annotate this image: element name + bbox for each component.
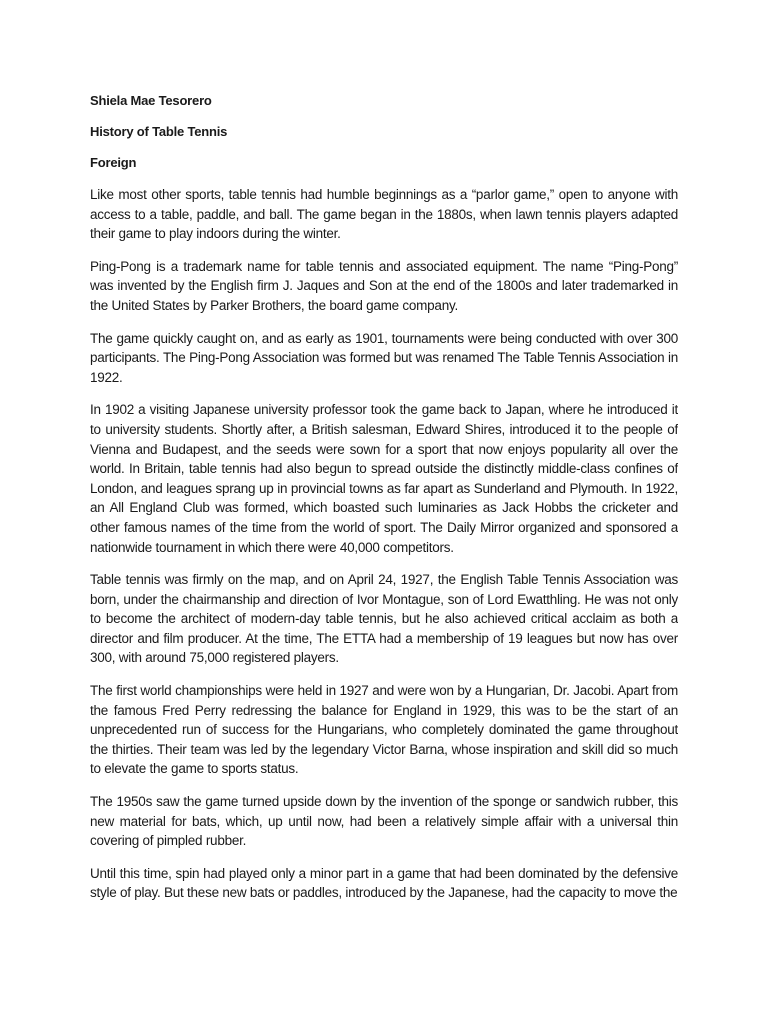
paragraph: The first world championships were held in 1927 and were won by a Hungarian, Dr. Jacobi. Apart from the famous Fred Perry redressing the balance for England in 1929, this was to be the start of an unprecedented run of success for the Hungarians, who completely dominated the game throughout the thirties. Their team was led by the legendary Victor Barna, whose inspiration and skill did so much to elevate the game to sports status. <box>90 683 678 777</box>
paragraph: The game quickly caught on, and as early as 1901, tournaments were being conducted with over 300 participants. The Ping-Pong Association was formed but was renamed The Table Tennis Association in 1922. <box>90 330 678 385</box>
document-title: History of Table Tennis <box>90 124 228 139</box>
section-heading: Foreign <box>90 155 137 170</box>
author-name: Shiela Mae Tesorero <box>90 93 212 108</box>
paragraph: In 1902 a visiting Japanese university professor took the game back to Japan, where he introduced it to university students. Shortly after, a British salesman, Edward Shires, introduced it to the people of Vienna and Budapest, and the seeds were sown for a sport that now enjoys popularity all over the world. In Britain, table tennis had also begun to spread outside the distinctly middle-class confines of London, and leagues sprang up in provincial towns as far apart as Sunderland and Plymouth. In 1922, an All England Club was formed, which boasted such luminaries as Jack Hobbs the cricketer and other famous names of the time from the world of sport. The Daily Mirror organized and sponsored a nationwide tournament in which there were 40,000 competitors. <box>90 402 678 555</box>
paragraph: Like most other sports, table tennis had humble beginnings as a “parlor game,” open to anyone with access to a table, paddle, and ball. The game began in the 1880s, when lawn tennis players adapted their game to play indoors during the winter. <box>90 187 678 242</box>
paragraph: The 1950s saw the game turned upside down by the invention of the sponge or sandwich rubber, this new material for bats, which, up until now, had been a relatively simple affair with a universal thin covering of pimpled rubber. <box>90 794 678 849</box>
paragraph: Ping-Pong is a trademark name for table tennis and associated equipment. The name “Ping-Pong” was invented by the English firm J. Jaques and Son at the end of the 1800s and later trademarked in the United States by Parker Brothers, the board game company. <box>90 258 678 313</box>
document-page <box>90 92 678 1024</box>
paragraph: Table tennis was firmly on the map, and on April 24, 1927, the English Table Tennis Association was born, under the chairmanship and direction of Ivor Montague, son of Lord Ewatthling. He was not only to become the architect of modern-day table tennis, but he also achieved critical acclaim as both a director and film producer. At the time, The ETTA had a membership of 19 leagues but now has over 300, with around 75,000 registered players. <box>90 572 678 666</box>
paragraph: Until this time, spin had played only a minor part in a game that had been dominated by the defensive style of play. But these new bats or paddles, introduced by the Japanese, had the capacity to move the <box>90 865 678 901</box>
